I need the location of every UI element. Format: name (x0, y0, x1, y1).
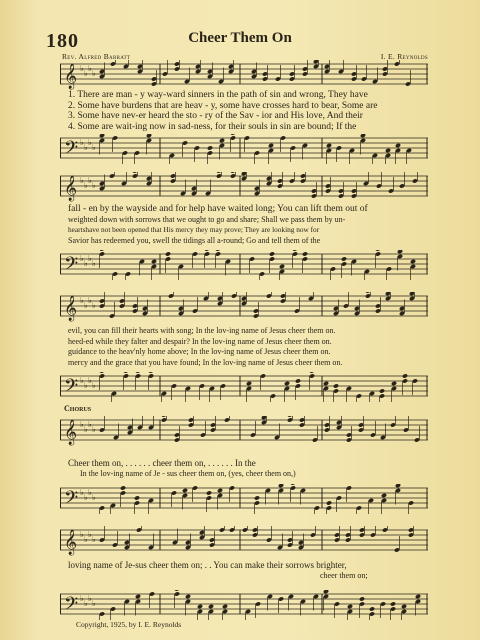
hymn-number: 180 (46, 30, 79, 52)
lyric-line: evil, you can fill their hearts with song; In the lov-ing name of Jesus cheer them on. (68, 326, 336, 335)
lyric-line: guidance to the heav'nly home above; In the lov-ing name of Jesus cheer them on. (68, 347, 331, 356)
svg-text:♭: ♭ (88, 138, 92, 147)
bass-staff-system-3 (60, 372, 428, 402)
svg-text:𝄢: 𝄢 (64, 594, 79, 619)
chorus-lyrics-4: cheer them on; (320, 571, 368, 580)
svg-text:♭: ♭ (84, 301, 88, 310)
svg-text:♭: ♭ (80, 296, 84, 305)
svg-text:♭: ♭ (88, 296, 92, 305)
svg-text:♭: ♭ (92, 181, 96, 190)
chorus-lyrics-3: loving name of Je-sus cheer them on; . . You can make their sorrows brighter, (68, 560, 347, 570)
svg-text:♭: ♭ (92, 493, 96, 502)
svg-text:♭: ♭ (88, 254, 92, 263)
bass-staff-system-2 (60, 250, 428, 280)
lyric-line: fall - en by the wayside and for help have waited long; You can lift them out of (68, 204, 368, 214)
chorus-lyrics-2: In the lov-ing name of Je - sus cheer them on, (yes, cheer them on,) (80, 469, 296, 478)
svg-text:♭: ♭ (88, 376, 92, 385)
svg-text:♭: ♭ (80, 420, 84, 429)
svg-text:𝄞: 𝄞 (64, 530, 78, 555)
lyric-line: heartshave not been opened that His mercy they may prove; They are looking now for (68, 225, 320, 234)
svg-text:♭: ♭ (92, 535, 96, 544)
svg-text:♭: ♭ (84, 599, 88, 608)
svg-text:𝄢: 𝄢 (64, 138, 79, 163)
svg-text:♭: ♭ (92, 259, 96, 268)
svg-text:𝄢: 𝄢 (64, 254, 79, 279)
svg-text:♭: ♭ (88, 420, 92, 429)
music-credit: I. E. Reynolds (380, 52, 428, 61)
svg-text:♭: ♭ (80, 594, 84, 603)
svg-text:♭: ♭ (92, 143, 96, 152)
words-credit: Rev. Alfred Barratt (62, 52, 131, 61)
svg-text:♭: ♭ (88, 176, 92, 185)
lyric-line: 4. Some are wait-ing now in sad-ness, for their souls in sin are bound; If the (68, 121, 357, 132)
svg-text:𝄞: 𝄞 (64, 296, 78, 321)
svg-text:♭: ♭ (84, 259, 88, 268)
lyric-line: Savior has redeemed you, swell the tidings all a-round; Go and tell them of the (68, 235, 321, 245)
svg-text:♭: ♭ (80, 488, 84, 497)
svg-text:♭: ♭ (80, 254, 84, 263)
svg-text:♭: ♭ (88, 594, 92, 603)
svg-text:♭: ♭ (84, 493, 88, 502)
svg-text:𝄞: 𝄞 (64, 420, 78, 445)
treble-staff-system-2 (60, 172, 428, 202)
svg-text:𝄢: 𝄢 (64, 376, 79, 401)
svg-text:♭: ♭ (88, 64, 92, 73)
lyric-line: heed-ed while they falter and despair? In the lov-ing name of Jesus cheer them on. (68, 336, 332, 346)
svg-text:♭: ♭ (84, 381, 88, 390)
svg-text:♭: ♭ (88, 530, 92, 539)
svg-text:♭: ♭ (84, 535, 88, 544)
svg-text:♭: ♭ (80, 530, 84, 539)
svg-text:♭: ♭ (80, 176, 84, 185)
svg-text:♭: ♭ (92, 425, 96, 434)
lyric-line: mercy and the grace that you have found; In the lov-ing name of Jesus cheer them on. (68, 357, 343, 367)
svg-text:♭: ♭ (80, 138, 84, 147)
svg-text:♭: ♭ (84, 143, 88, 152)
treble-staff-chorus-1 (60, 416, 428, 446)
lyric-line: 3. Some have nev-er heard the sto - ry of the Sav - ior and His love, And their (68, 111, 363, 121)
svg-text:♭: ♭ (92, 301, 96, 310)
bass-staff-system-1 (60, 134, 428, 164)
svg-text:𝄞: 𝄞 (64, 176, 78, 201)
svg-text:♭: ♭ (92, 69, 96, 78)
lyric-line: 2. Some have burdens that are heav - y, some have crosses hard to bear, Some are (68, 100, 378, 111)
svg-text:♭: ♭ (84, 69, 88, 78)
treble-staff-system-3 (60, 292, 428, 322)
treble-staff-chorus-2 (60, 526, 428, 556)
svg-text:𝄢: 𝄢 (64, 488, 79, 513)
chorus-label: Chorus (64, 404, 92, 413)
svg-text:♭: ♭ (84, 425, 88, 434)
verse-lyrics-system-2 (68, 204, 368, 246)
verse-lyrics-system-1 (68, 90, 378, 132)
copyright-notice: Copyright, 1925, by I. E. Reynolds (76, 620, 182, 629)
svg-text:♭: ♭ (80, 64, 84, 73)
chorus-lyrics-1: Cheer them on, . . . . . . cheer them on, . . . . . . In the (68, 458, 256, 468)
svg-text:♭: ♭ (92, 599, 96, 608)
svg-text:♭: ♭ (92, 381, 96, 390)
lyric-line: 1. There are man - y way-ward sinners in the path of sin and wrong, They have (68, 90, 368, 100)
lyric-line: weighted down with sorrows that we ought to go and share; Shall we pass them by un- (68, 214, 346, 224)
treble-staff-system-1 (60, 60, 428, 90)
svg-text:♭: ♭ (84, 181, 88, 190)
verse-lyrics-system-3 (68, 326, 342, 368)
bass-staff-chorus-1 (60, 484, 428, 514)
svg-text:♭: ♭ (80, 376, 84, 385)
bass-staff-chorus-2 (60, 590, 428, 620)
svg-text:𝄞: 𝄞 (64, 64, 78, 89)
svg-text:♭: ♭ (88, 488, 92, 497)
hymn-title: Cheer Them On (188, 30, 292, 46)
